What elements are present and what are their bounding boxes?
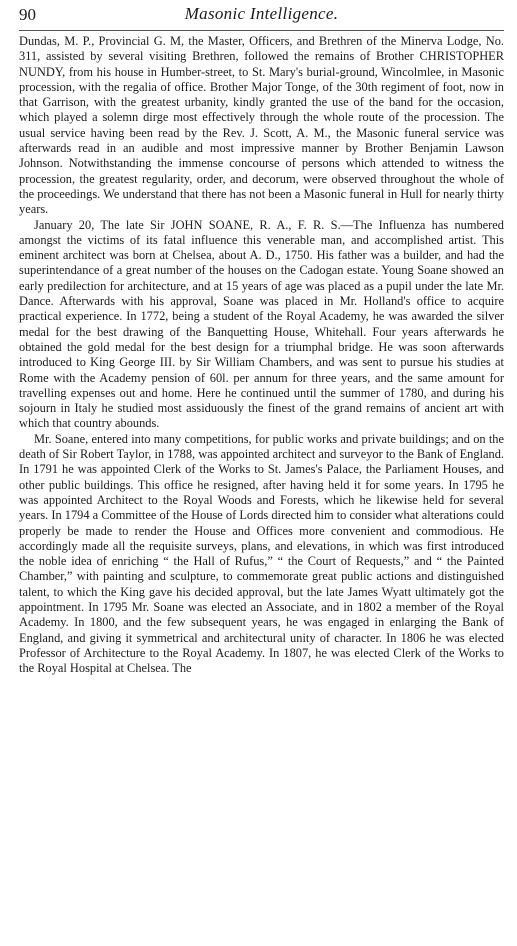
running-head bbox=[19, 4, 504, 31]
paragraph-soane-obituary: January 20, The late Sir JOHN SOANE, R. A., F. R. S.—The Influenza has numbered amongst the victims of its fatal influence this venerable man, and accomplished artist. This eminent architect was born at Chelsea, about A. D., 1750. His father was a builder, and had the superintendance of a great number of the houses on the Cadogan estate. Young Soane showed an early predilection for architecture, and at 15 years of age was placed as a pupil under the late Mr. Dance. Afterwards with his approval, Soane was placed in Mr. Holland's office to acquire practical experience. In 1772, being a student of the Royal Academy, he was awarded the silver medal for the best drawing of the Banquetting House, Whitehall. Four years afterwards he obtained the gold medal for the best design for a triumphal bridge. He was soon afterwards introduced to King George III. by Sir William Chambers, and was sent to pursue his studies at Rome with the Academy pension of 60l. per annum for three years, and the same amount for travelling expenses out and home. Here he continued until the summer of 1780, and during his sojourn in Italy he studied most assiduously the finest of the grand remains of ancient art with which that country abounds. bbox=[19, 217, 504, 431]
page-number: 90 bbox=[19, 5, 36, 24]
running-title: Masonic Intelligence. bbox=[184, 4, 339, 23]
body-text bbox=[19, 34, 504, 676]
paragraph-soane-career: Mr. Soane, entered into many competitions, for public works and private buildings; and on the death of Sir Robert Taylor, in 1788, was appointed architect and surveyor to the Bank of England. In 1791 he was appointed Clerk of the Works to St. James's Palace, the Parliament Houses, and other public buildings. This office he resigned, after having held it for some years. In 1795 he was appointed Architect to the Royal Woods and Forests, which he likewise held for several years. In 1794 a Committee of the House of Lords directed him to consider what alterations could properly be made to render the House and Offices more convenient and commodious. He accordingly made all the requisite surveys, plans, and elevations, in which was first introduced the noble idea of enriching “ the Hall of Rufus,” “ the Court of Requests,” and “ the Painted Chamber,” with painting and sculpture, to commemorate great public actions and distinguished talent, to which the King gave his decided approval, but the late James Wyatt ultimately got the appointment. In 1795 Mr. Soane was elected an Associate, and in 1802 a member of the Royal Academy. In 1800, and the few subsequent years, he was engaged in enlarging the Bank of England, and giving it symmetrical and architectural unity of character. In 1806 he was elected Professor of Architecture to the Royal Academy. In 1807, he was elected Clerk of the Works to the Royal Hospital at Chelsea. The bbox=[19, 431, 504, 676]
paragraph-funeral-procession: Dundas, M. P., Provincial G. M, the Master, Officers, and Brethren of the Minerva Lodge, No. 311, assisted by several visiting Brethren, followed the remains of Brother CHRISTOPHER NUNDY, from his house in Humber-street, to St. Mary's burial-ground, Wincolmlee, in Masonic procession, with the regalia of office. Brother Major Tonge, of the 30th regiment of foot, now in that Garrison, with the greatest urbanity, kindly granted the use of the band for the occasion, which played a solemn dirge most effectively through the whole route of the procession. The usual service having been read by the Rev. J. Scott, A. M., the Masonic funeral service was afterwards read in an audible and most impressive manner by Brother Benjamin Lawson Johnson. Notwithstanding the immense concourse of persons which attended to witness the procession, the greatest regularity, order, and decorum, were observed throughout the whole of the proceedings. We understand that there has not been a Masonic funeral in Hull for nearly thirty years. bbox=[19, 34, 504, 217]
